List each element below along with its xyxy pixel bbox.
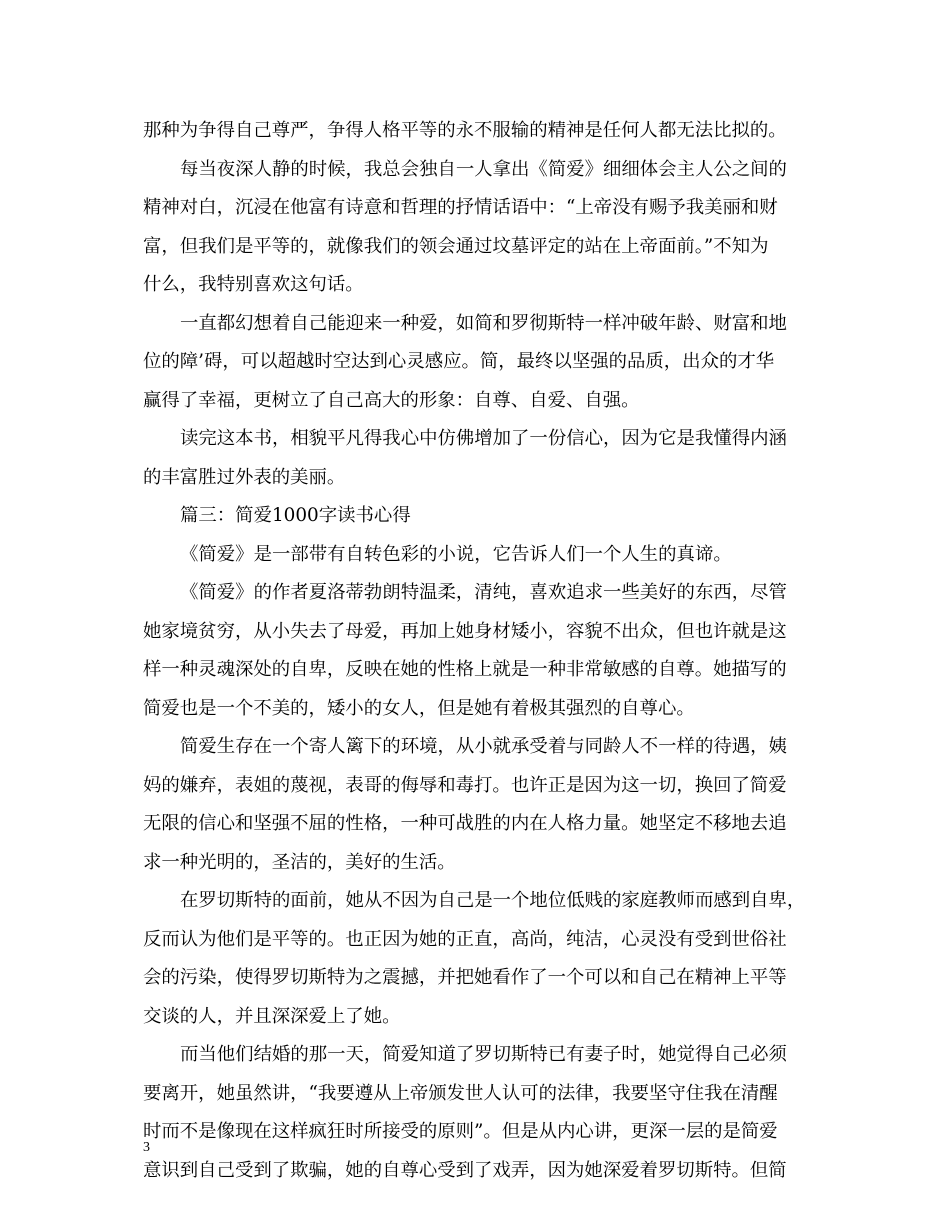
text-line: 读完这本书，相貌平凡得我心中仿佛增加了一份信心，因为它是我懂得内涵 bbox=[180, 428, 787, 449]
text-line: 简爱也是一个不美的，矮小的女人，但是她有着极其强烈的自尊心。 bbox=[143, 697, 695, 719]
section-heading: 篇三：简爱1000字读书心得 bbox=[180, 505, 411, 526]
text-line: 反而认为他们是平等的。也正因为她的正直，高尚，纯洁，心灵没有受到世俗社 bbox=[143, 928, 787, 950]
text-line: 无限的信心和坚强不屈的性格，一种可战胜的内在人格力量。她坚定不移地去追 bbox=[143, 813, 787, 834]
text-line: 那种为争得自己尊严，争得人格平等的永不服输的精神是任何人都无法比拟的。 bbox=[143, 120, 787, 141]
text-line: 《简爱》的作者夏洛蒂勃朗特温柔，清纯，喜欢追求一些美好的东西，尽管 bbox=[180, 582, 787, 603]
text-line: 妈的嫌弃，表姐的蔑视，表哥的侮辱和毒打。也许正是因为这一切，换回了简爱 bbox=[143, 774, 787, 796]
text-line: 在罗切斯特的面前，她从不因为自己是一个地位低贱的家庭教师而感到自卑， bbox=[180, 890, 806, 911]
text-line: 交谈的人，并且深深爱上了她。 bbox=[143, 1005, 401, 1027]
text-line: 位的障’碍，可以超越时空达到心灵感应。简，最终以坚强的品质，出众的才华 bbox=[143, 351, 775, 372]
text-line: 意识到自己受到了欺骗，她的自尊心受到了戏弄，因为她深爱着罗切斯特。但简 bbox=[143, 1159, 787, 1181]
text-line: 要离开，她虽然讲，“我要遵从上帝颁发世人认可的法律，我要坚守住我在清醒 bbox=[143, 1082, 778, 1104]
text-line: 会的污染，使得罗切斯特为之震撼，并把她看作了一个可以和自己在精神上平等 bbox=[143, 967, 787, 988]
text-line: 什么，我特别喜欢这句话。 bbox=[143, 274, 364, 295]
text-line: 样一种灵魂深处的自卑，反映在她的性格上就是一种非常敏感的自尊。她描写的 bbox=[143, 659, 787, 680]
text-line: 一直都幻想着自己能迎来一种爱，如简和罗彻斯特一样冲破年龄、财富和地 bbox=[180, 312, 787, 334]
text-line: 简爱生存在一个寄人篱下的环境，从小就承受着与同龄人不一样的待遇，姨 bbox=[180, 736, 787, 757]
text-line: 时而不是像现在这样疯狂时所接受的原则”。但是从内心讲，更深一层的是简爱 bbox=[143, 1121, 778, 1142]
text-line: 《简爱》是一部带有自转色彩的小说，它告诉人们一个人生的真谛。 bbox=[180, 543, 732, 565]
text-line: 每当夜深人静的时候，我总会独自一人拿出《简爱》细细体会主人公之间的 bbox=[180, 158, 787, 180]
text-line: 精神对白，沉浸在他富有诗意和哲理的抒情话语中：“上帝没有赐予我美丽和财 bbox=[143, 197, 778, 218]
text-line: 她家境贫穷，从小失去了母爱，再加上她身材矮小，容貌不出众，但也许就是这 bbox=[143, 620, 787, 642]
page-number: 3 bbox=[143, 1140, 150, 1155]
body-text bbox=[143, 112, 810, 1190]
text-line: 而当他们结婚的那一天，简爱知道了罗切斯特已有妻子时，她觉得自己必须 bbox=[180, 1044, 787, 1065]
text-line: 赢得了幸福，更树立了自己高大的形象：自尊、自爱、自强。 bbox=[143, 389, 640, 411]
text-line: 的丰富胜过外表的美丽。 bbox=[143, 466, 346, 488]
text-line: 富，但我们是平等的，就像我们的领会通过坟墓评定的站在上帝面前。”不知为 bbox=[143, 235, 769, 257]
text-line: 求一种光明的，圣洁的，美好的生活。 bbox=[143, 851, 456, 873]
